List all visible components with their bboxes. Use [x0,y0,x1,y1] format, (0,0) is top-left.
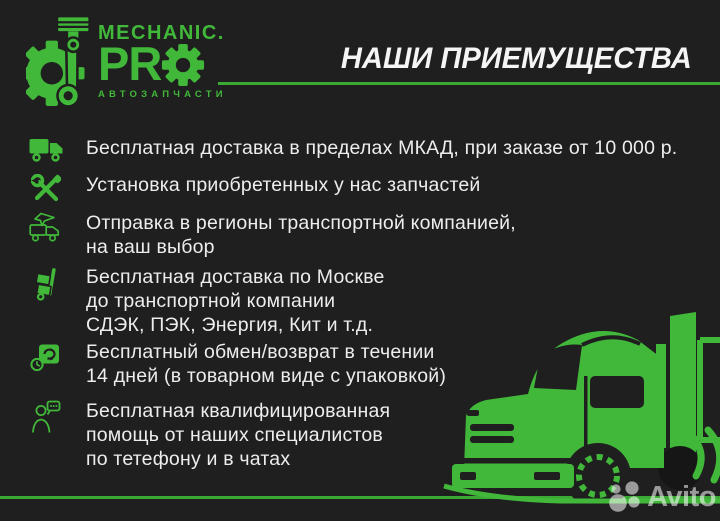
brand-name-main [98,37,227,90]
advantage-item [28,136,677,164]
brand-tagline: АВТОЗАПЧАСТИ [98,89,227,100]
exchange-return-icon [28,341,64,372]
delivery-truck-icon [28,137,64,164]
support-specialist-icon [28,400,64,434]
advantage-item [28,340,446,388]
advantage-text: помощь от наших специалистов [86,424,383,446]
advantage-item [28,265,385,337]
advantage-text: Установка приобретенных у нас запчастей [86,174,481,196]
avito-wordmark: Avito [647,480,716,513]
advantage-text: Отправка в регионы транспортной компанией, [86,212,516,234]
advantage-text: Бесплатная доставка по Москве [86,266,385,288]
gear-piston-icon [26,14,94,108]
brand-logo [26,14,227,108]
advantage-text: Бесплатная квалифицированная [86,400,391,422]
advantage-text: до транспортной компании [86,290,336,312]
regions-shipping-icon [28,212,64,243]
advantage-text: 14 дней (в товарном виде с упаковкой) [86,365,447,387]
advantage-item [28,173,481,204]
avito-watermark [606,481,716,513]
page-title: НАШИ ПРИЕМУЩЕСТВА [341,42,692,75]
avito-logo-icon [606,481,644,513]
brand-name-top: MECHANIC. [98,22,225,44]
hand-truck-icon [28,266,64,302]
tools-icon [28,174,64,204]
advantage-text: СДЭК, ПЭК, Энергия, Кит и т.д. [86,314,374,336]
advantage-text: Бесплатная доставка в пределах МКАД, при заказе от 10 000 р. [86,137,678,159]
advantage-item [28,399,390,471]
advantage-text: по тетефону и в чатах [86,448,291,470]
gear-o-icon [161,43,205,87]
advantage-item [28,211,516,259]
header-underline [218,82,720,85]
brand-pr-text: PR [98,37,162,90]
advantage-text: на ваш выбор [86,236,215,258]
advantage-text: Бесплатный обмен/возврат в течении [86,341,435,363]
